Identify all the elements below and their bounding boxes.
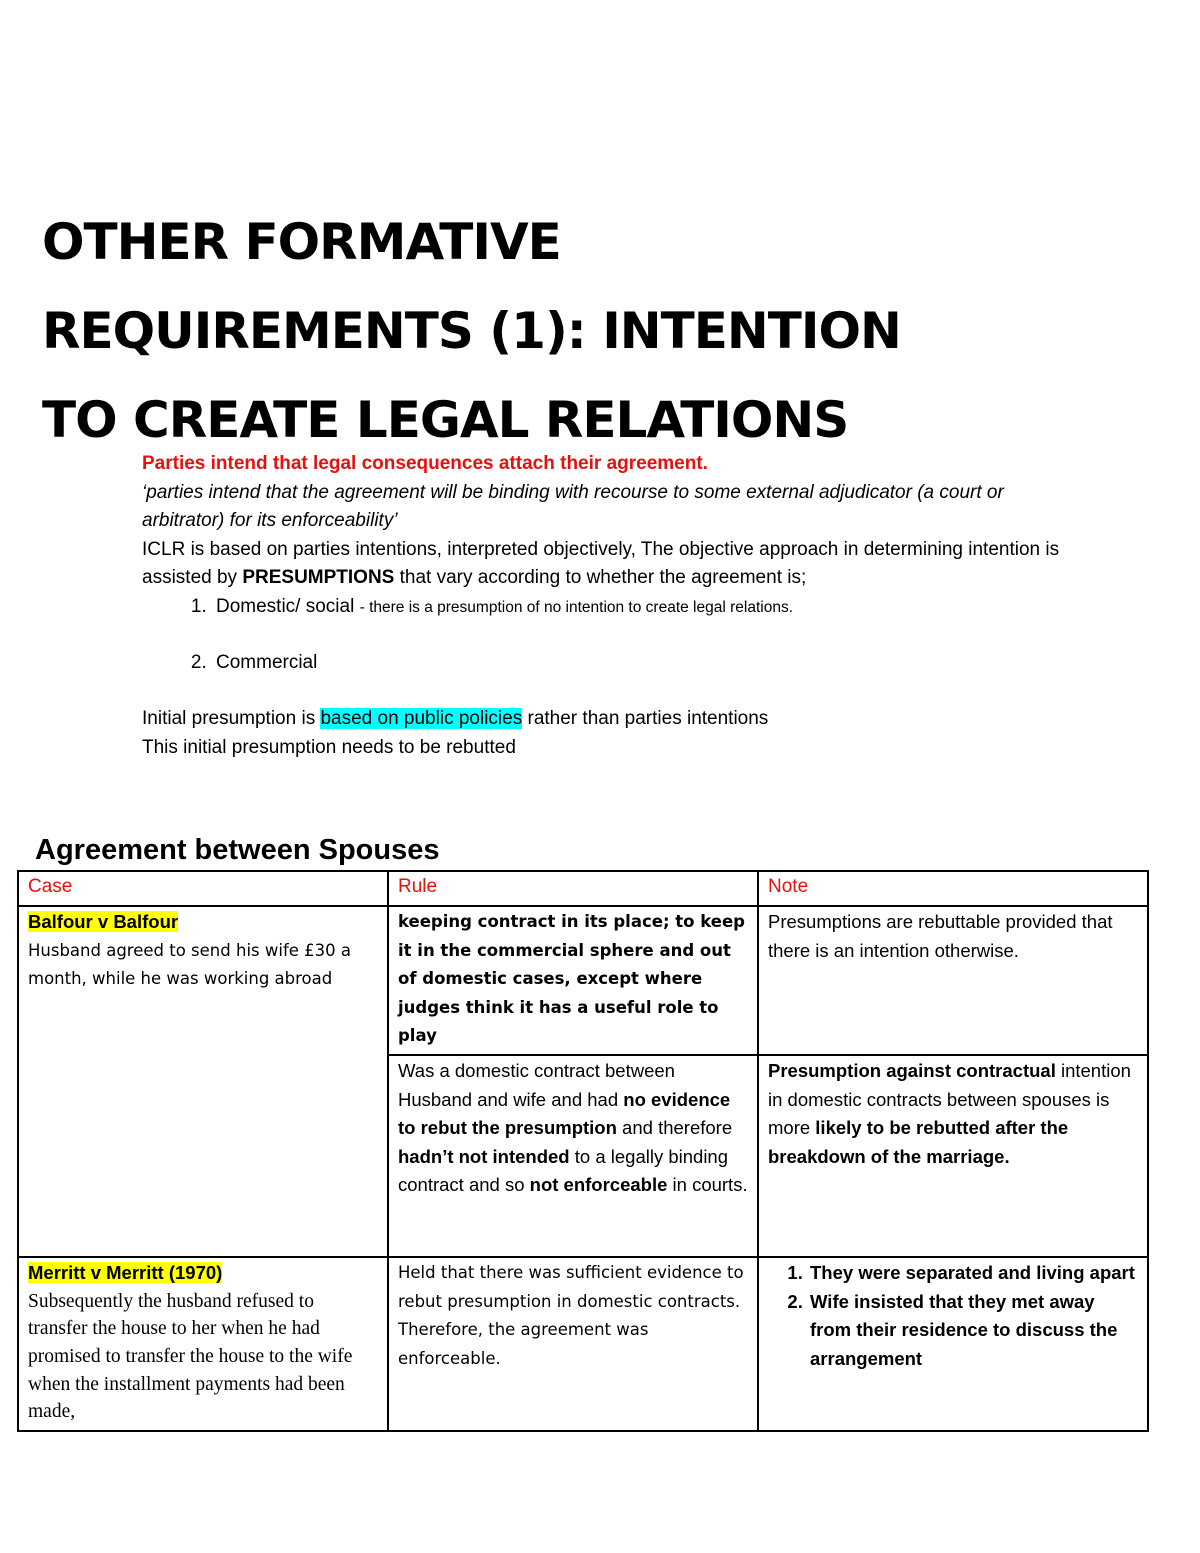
definition-text: Parties intend that legal consequences attach their agreement. bbox=[142, 453, 708, 474]
note-bold: likely to be rebutted after the breakdown of the marriage. bbox=[768, 1117, 1069, 1167]
presumption-line bbox=[142, 705, 1082, 734]
presumptions-keyword: PRESUMPTIONS bbox=[242, 567, 395, 589]
definition-quote: ‘parties intend that the agreement will be binding with recourse to some external adjudicator (a court or arbitrator) for its enforceability’ bbox=[142, 481, 1004, 532]
merritt-note-list bbox=[768, 1259, 1138, 1373]
case-text: Husband agreed to send his wife £30 a month, while he was working abroad bbox=[28, 940, 351, 989]
merritt-rule: Held that there was sufficient evidence to rebut presumption in domestic contracts. Therefore, the agreement was enforceable. bbox=[388, 1257, 758, 1430]
title-line: OTHER FORMATIVE bbox=[42, 213, 561, 271]
title-line: REQUIREMENTS (1): INTENTION bbox=[42, 302, 901, 360]
note-bold: Presumption against contractual bbox=[768, 1060, 1056, 1082]
intro-section bbox=[142, 450, 1082, 762]
list-item-note: - there is a presumption of no intention to create legal relations. bbox=[359, 598, 793, 616]
presumption-text-end: rather than parties intentions bbox=[522, 708, 769, 730]
rule-bold: not enforceable bbox=[529, 1174, 668, 1196]
presumption-text: Initial presumption is bbox=[142, 708, 321, 730]
list-item: 2. Wife insisted that they met away from their residence to discuss the arrangement bbox=[808, 1288, 1138, 1373]
rule-text: in courts. bbox=[667, 1174, 748, 1196]
balfour-note-1: Presumptions are rebuttable provided that there is an intention otherwise. bbox=[758, 906, 1148, 1055]
highlighted-text: based on public policies bbox=[320, 708, 523, 730]
balfour-rule-1: keeping contract in its place; to keep it in the commercial sphere and out of domestic cases, except where judges think it has a useful role to play bbox=[388, 906, 758, 1055]
balfour-note-2 bbox=[758, 1055, 1148, 1257]
balfour-case-cell bbox=[18, 906, 388, 1257]
case-name: Balfour v Balfour bbox=[28, 911, 179, 933]
section-heading: Agreement between Spouses bbox=[35, 834, 440, 866]
note-text: intention in domestic contracts between spouses is more bbox=[768, 1060, 1131, 1139]
rule-text: to a legally binding contract and so bbox=[398, 1145, 729, 1196]
rebut-line: This initial presumption needs to be rebutted bbox=[142, 736, 516, 758]
header-case: Case bbox=[18, 871, 388, 906]
rule-bold: hadn’t not intended bbox=[398, 1145, 570, 1167]
iclr-paragraph bbox=[142, 536, 1082, 593]
header-rule: Rule bbox=[388, 871, 758, 906]
agreement-type-list bbox=[142, 593, 1082, 677]
page-title bbox=[42, 198, 1162, 465]
list-item bbox=[212, 593, 1082, 623]
list-item-label: Domestic/ social bbox=[216, 595, 360, 617]
list-item: 1. They were separated and living apart bbox=[808, 1259, 1138, 1287]
balfour-rule-2 bbox=[388, 1055, 758, 1257]
title-line: TO CREATE LEGAL RELATIONS bbox=[42, 391, 849, 449]
merritt-case-cell bbox=[18, 1257, 388, 1430]
table-header-row bbox=[18, 871, 1148, 906]
merritt-note-cell bbox=[758, 1257, 1148, 1430]
rule-text: and therefore bbox=[616, 1117, 733, 1139]
header-note: Note bbox=[758, 871, 1148, 906]
list-item bbox=[212, 649, 1082, 678]
case-text: Subsequently the husband refused to transfer the house to her when he had promised to transfer the house to the wife when the installment payments had been made, bbox=[28, 1290, 353, 1423]
iclr-text-end: that vary according to whether the agreement is; bbox=[394, 567, 807, 589]
table-row bbox=[18, 906, 1148, 1055]
rule-text: Was a domestic contract between Husband and wife and had bbox=[398, 1060, 675, 1110]
rule-bold: no evidence to rebut the presumption bbox=[398, 1088, 731, 1139]
cases-table bbox=[17, 870, 1149, 1432]
iclr-text: ICLR is based on parties intentions, interpreted objectively, The objective approach in determining intention is assisted by bbox=[142, 538, 1060, 589]
table-row bbox=[18, 1257, 1148, 1430]
case-name: Merritt v Merritt (1970) bbox=[28, 1262, 223, 1284]
list-item-label: Commercial bbox=[216, 651, 318, 673]
